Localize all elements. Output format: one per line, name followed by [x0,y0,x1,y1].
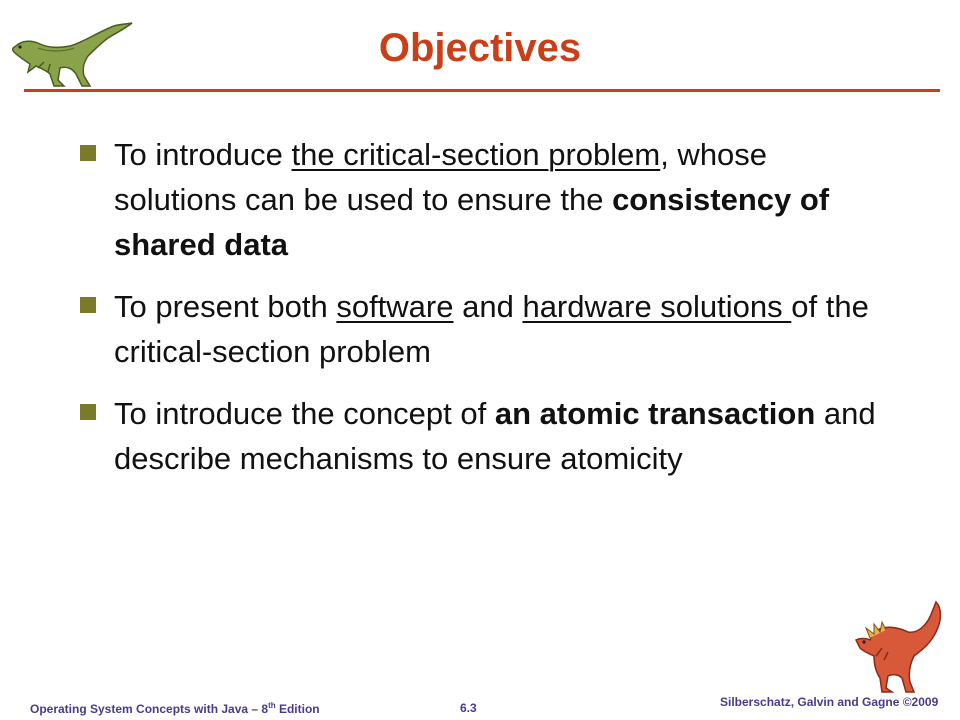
bullet-item [76,132,876,267]
objectives-list [76,132,876,498]
title-divider [24,89,940,92]
title-divider-accent [820,89,938,92]
bullet-square-icon [80,145,96,161]
footer-book-title: Operating System Concepts with Java – 8th Edition [30,701,320,716]
bullet-text: To introduce the concept of an atomic transaction and describe mechanisms to ensure atomicity [114,396,876,476]
bullet-text: To present both software and hardware solutions of the critical-section problem [114,289,869,369]
bullet-square-icon [80,297,96,313]
bullet-item [76,284,876,374]
bullet-item [76,391,876,481]
bullet-text: To introduce the critical-section problem, whose solutions can be used to ensure the consistency of shared data [114,137,830,262]
footer-page-number: 6.3 [460,701,477,715]
slide-title: Objectives [378,26,582,70]
footer-copyright: Silberschatz, Galvin and Gagne ©2009 [720,695,939,709]
red-dinosaur-icon [852,598,946,694]
bullet-square-icon [80,404,96,420]
